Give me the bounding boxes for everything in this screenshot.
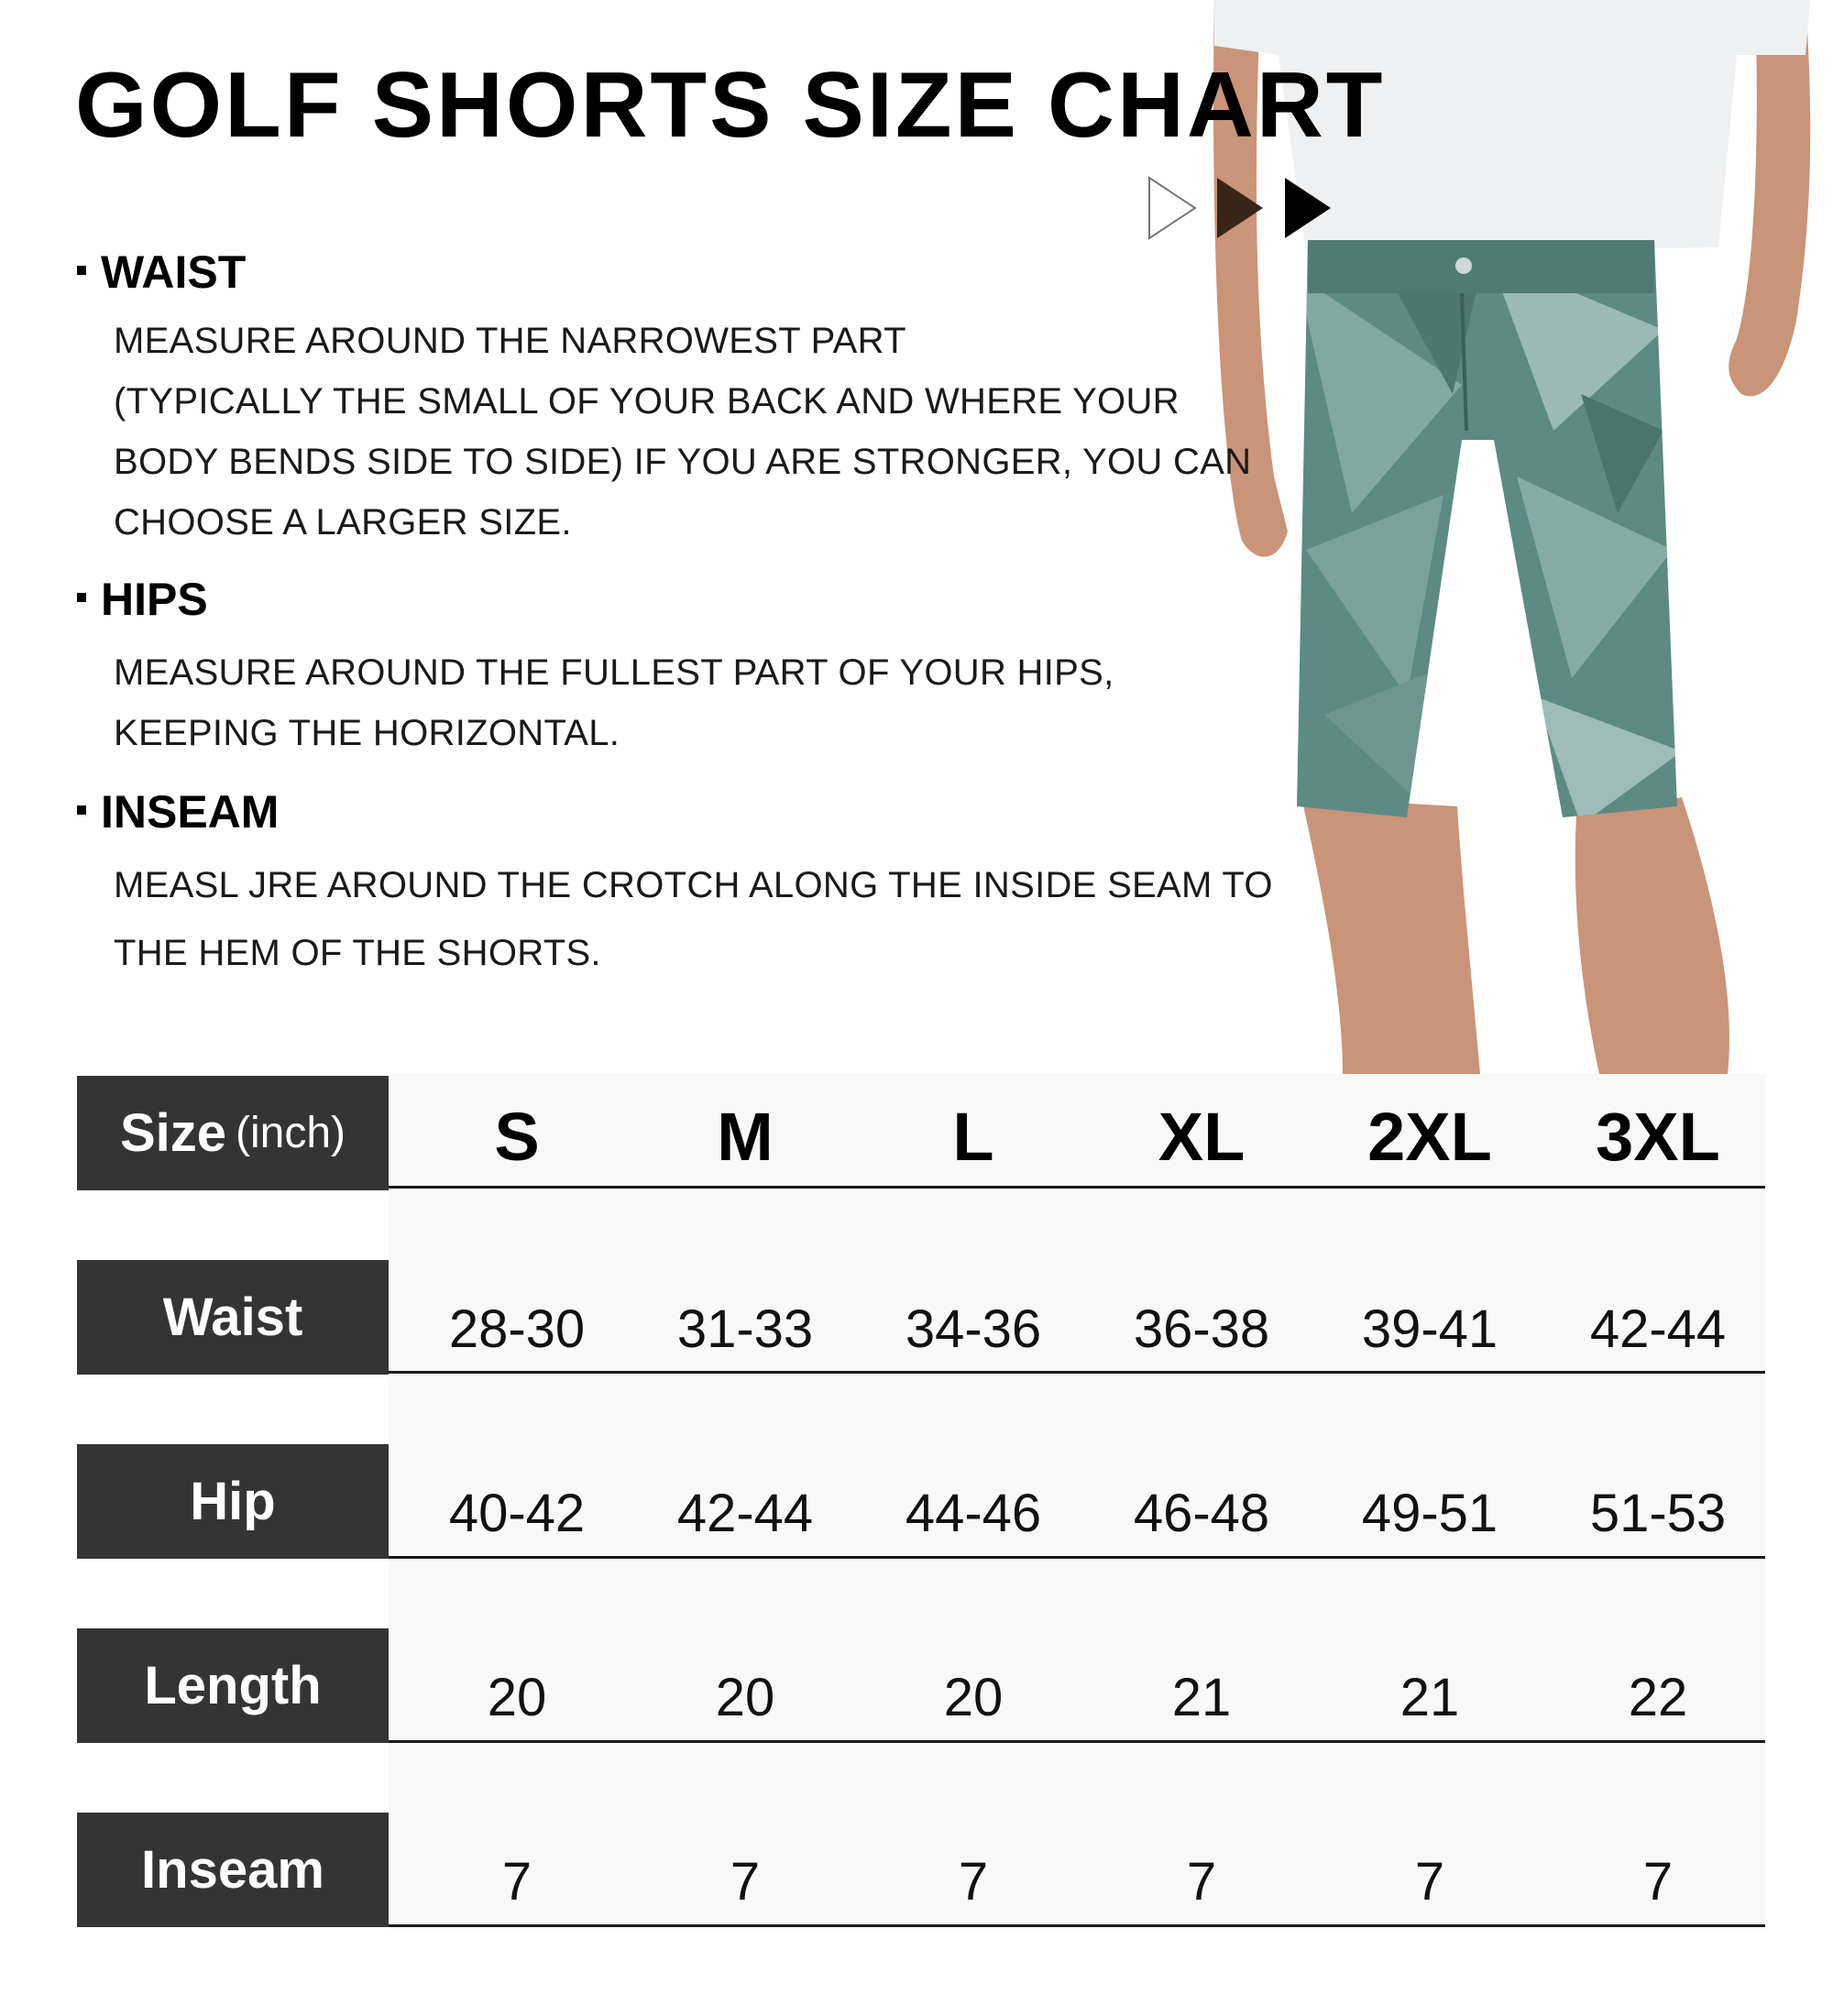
waist-text-line: CHOOSE A LARGER SIZE.: [114, 502, 572, 542]
size-cell: L: [952, 1099, 994, 1175]
size-cell: 3XL: [1596, 1099, 1720, 1175]
waist-heading: WAIST: [77, 246, 246, 299]
size-cell: S: [494, 1099, 540, 1175]
inseam-text-line: MEASL JRE AROUND THE CROTCH ALONG THE INSIDE SEAM TO: [114, 865, 1273, 905]
row-rule: [389, 1740, 1765, 1743]
hip-cell: 51-53: [1589, 1484, 1727, 1543]
inseam-heading: INSEAM: [77, 785, 279, 838]
page-title: GOLF SHORTS SIZE CHART: [75, 54, 1386, 157]
left-leg: [1575, 797, 1729, 1074]
row-label-inseam: Inseam: [77, 1813, 389, 1927]
length-cell: 20: [943, 1668, 1004, 1727]
inseam-cell: 7: [1414, 1852, 1445, 1912]
arrows-decoration: [1146, 174, 1338, 242]
size-cell: XL: [1158, 1099, 1246, 1175]
waist-cell: 31-33: [676, 1299, 814, 1359]
size-header-label: [77, 1076, 389, 1190]
triangle-dark-brown-icon: [1217, 178, 1263, 238]
length-cell: 21: [1171, 1668, 1232, 1727]
shorts: [1279, 229, 1700, 834]
waist-cell: 39-41: [1361, 1299, 1498, 1359]
hips-text-line: KEEPING THE HORIZONTAL.: [114, 713, 620, 753]
inseam-cell: 7: [1642, 1852, 1674, 1912]
size-header-unit: (inch): [236, 1109, 346, 1157]
hip-cell: 40-42: [448, 1484, 586, 1543]
triangle-black-icon: [1285, 178, 1331, 238]
row-rule: [389, 1371, 1765, 1374]
bullet-icon: [77, 593, 86, 602]
inseam-text-line: THE HEM OF THE SHORTS.: [114, 933, 601, 973]
right-leg: [1301, 797, 1480, 1074]
inseam-cell: 7: [501, 1852, 532, 1912]
left-arm: [1729, 0, 1810, 396]
length-cell: 20: [487, 1668, 547, 1727]
length-cell: 22: [1628, 1668, 1688, 1727]
hips-heading: HIPS: [77, 573, 208, 626]
waist-text-line: MEASURE AROUND THE NARROWEST PART: [114, 321, 906, 361]
waist-text-line: (TYPICALLY THE SMALL OF YOUR BACK AND WHERE YOUR: [114, 381, 1180, 422]
bullet-icon: [77, 266, 86, 275]
inseam-cell: 7: [730, 1852, 761, 1912]
inseam-cell: 7: [1186, 1852, 1217, 1912]
waist-cell: 34-36: [905, 1299, 1042, 1359]
header-rule: [389, 1186, 1765, 1189]
row-label-waist: Waist: [77, 1260, 389, 1375]
waist-cell: 42-44: [1589, 1299, 1727, 1359]
size-cell: 2XL: [1367, 1099, 1492, 1175]
model-photo: [1187, 0, 1833, 1074]
bullet-icon: [77, 805, 86, 815]
hips-text-line: MEASURE AROUND THE FULLEST PART OF YOUR HIPS,: [114, 652, 1114, 693]
triangle-outline-icon: [1149, 178, 1195, 238]
hip-cell: 46-48: [1133, 1484, 1270, 1543]
waist-text-line: BODY BENDS SIDE TO SIDE) IF YOU ARE STRONGER, YOU CAN: [114, 442, 1252, 482]
size-header-text: Size: [119, 1103, 227, 1163]
waist-cell: 28-30: [448, 1299, 586, 1359]
length-cell: 20: [715, 1668, 775, 1727]
row-label-hip: Hip: [77, 1444, 389, 1559]
size-cell: M: [717, 1099, 774, 1175]
row-rule: [389, 1924, 1765, 1927]
hip-cell: 42-44: [676, 1484, 814, 1543]
waistband: [1308, 240, 1654, 293]
size-table: [77, 1074, 1765, 1930]
length-cell: 21: [1399, 1668, 1460, 1727]
inseam-cell: 7: [958, 1852, 989, 1912]
button: [1455, 257, 1472, 274]
row-label-length: Length: [77, 1628, 389, 1743]
waist-cell: 36-38: [1133, 1299, 1270, 1359]
hip-cell: 44-46: [905, 1484, 1042, 1543]
row-rule: [389, 1556, 1765, 1559]
hip-cell: 49-51: [1361, 1484, 1498, 1543]
